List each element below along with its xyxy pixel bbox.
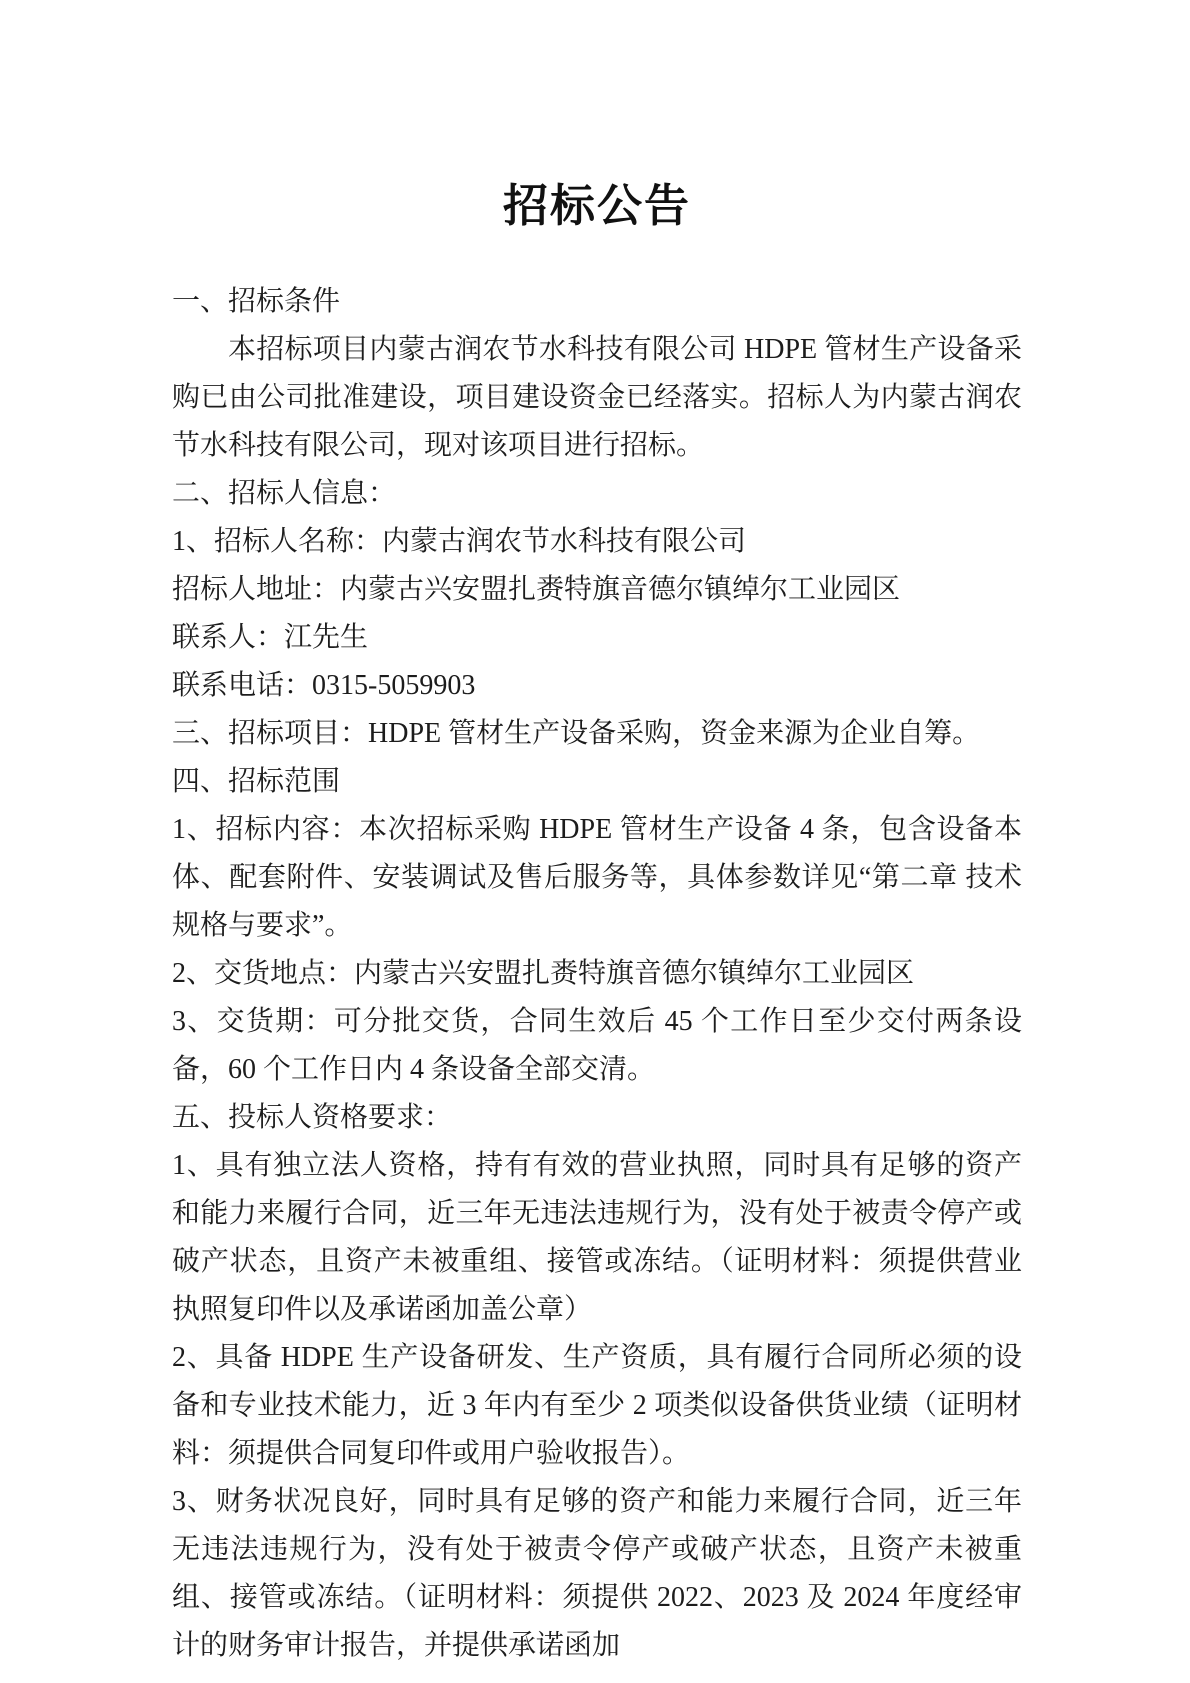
doc-paragraph: 2、具备 HDPE 生产设备研发、生产资质，具有履行合同所必须的设备和专业技术能力，近 3 年内有至少 2 项类似设备供货业绩（证明材料：须提供合同复印件或用户验收报告）。 (172, 1342, 1022, 1469)
doc-paragraph: 3、交货期：可分批交货，合同生效后 45 个工作日至少交付两条设备，60 个工作日内 4 条设备全部交清。 (172, 1006, 1022, 1085)
doc-paragraph: 联系电话：0315-5059903 (172, 670, 476, 701)
doc-paragraph: 1、具有独立法人资格，持有有效的营业执照，同时具有足够的资产和能力来履行合同，近三年无违法违规行为，没有处于被责令停产或破产状态，且资产未被重组、接管或冻结。（证明材料：须提供营业执照复印件以及承诺函加盖公章） (172, 1150, 1022, 1325)
section-heading-1: 一、招标条件 (172, 286, 341, 317)
doc-paragraph: 联系人：江先生 (172, 622, 369, 653)
doc-paragraph: 3、财务状况良好，同时具有足够的资产和能力来履行合同，近三年无违法违规行为，没有处于被责令停产或破产状态，且资产未被重组、接管或冻结。（证明材料：须提供 2022、2023 及 2024 年度经审计的财务审计报告，并提供承诺函加 (172, 1486, 1022, 1661)
section-heading-2: 二、招标人信息： (172, 478, 397, 509)
doc-paragraph: 招标人地址：内蒙古兴安盟扎赉特旗音德尔镇绰尔工业园区 (172, 574, 901, 605)
doc-paragraph: 1、招标人名称：内蒙古润农节水科技有限公司 (172, 526, 747, 557)
section-heading-5: 五、投标人资格要求： (172, 1102, 453, 1133)
doc-paragraph: 2、交货地点：内蒙古兴安盟扎赉特旗音德尔镇绰尔工业园区 (172, 958, 915, 989)
doc-paragraph: 本招标项目内蒙古润农节水科技有限公司 HDPE 管材生产设备采购已由公司批准建设，项目建设资金已经落实。招标人为内蒙古润农节水科技有限公司，现对该项目进行招标。 (172, 334, 1022, 461)
section-heading-3: 三、招标项目：HDPE 管材生产设备采购，资金来源为企业自筹。 (172, 718, 981, 749)
doc-paragraph: 1、招标内容：本次招标采购 HDPE 管材生产设备 4 条，包含设备本体、配套附件、安装调试及售后服务等，具体参数详见“第二章 技术规格与要求”。 (172, 814, 1022, 941)
document-content (172, 180, 1022, 1670)
document-title: 招标公告 (502, 181, 691, 231)
section-heading-4: 四、招标范围 (172, 766, 341, 797)
